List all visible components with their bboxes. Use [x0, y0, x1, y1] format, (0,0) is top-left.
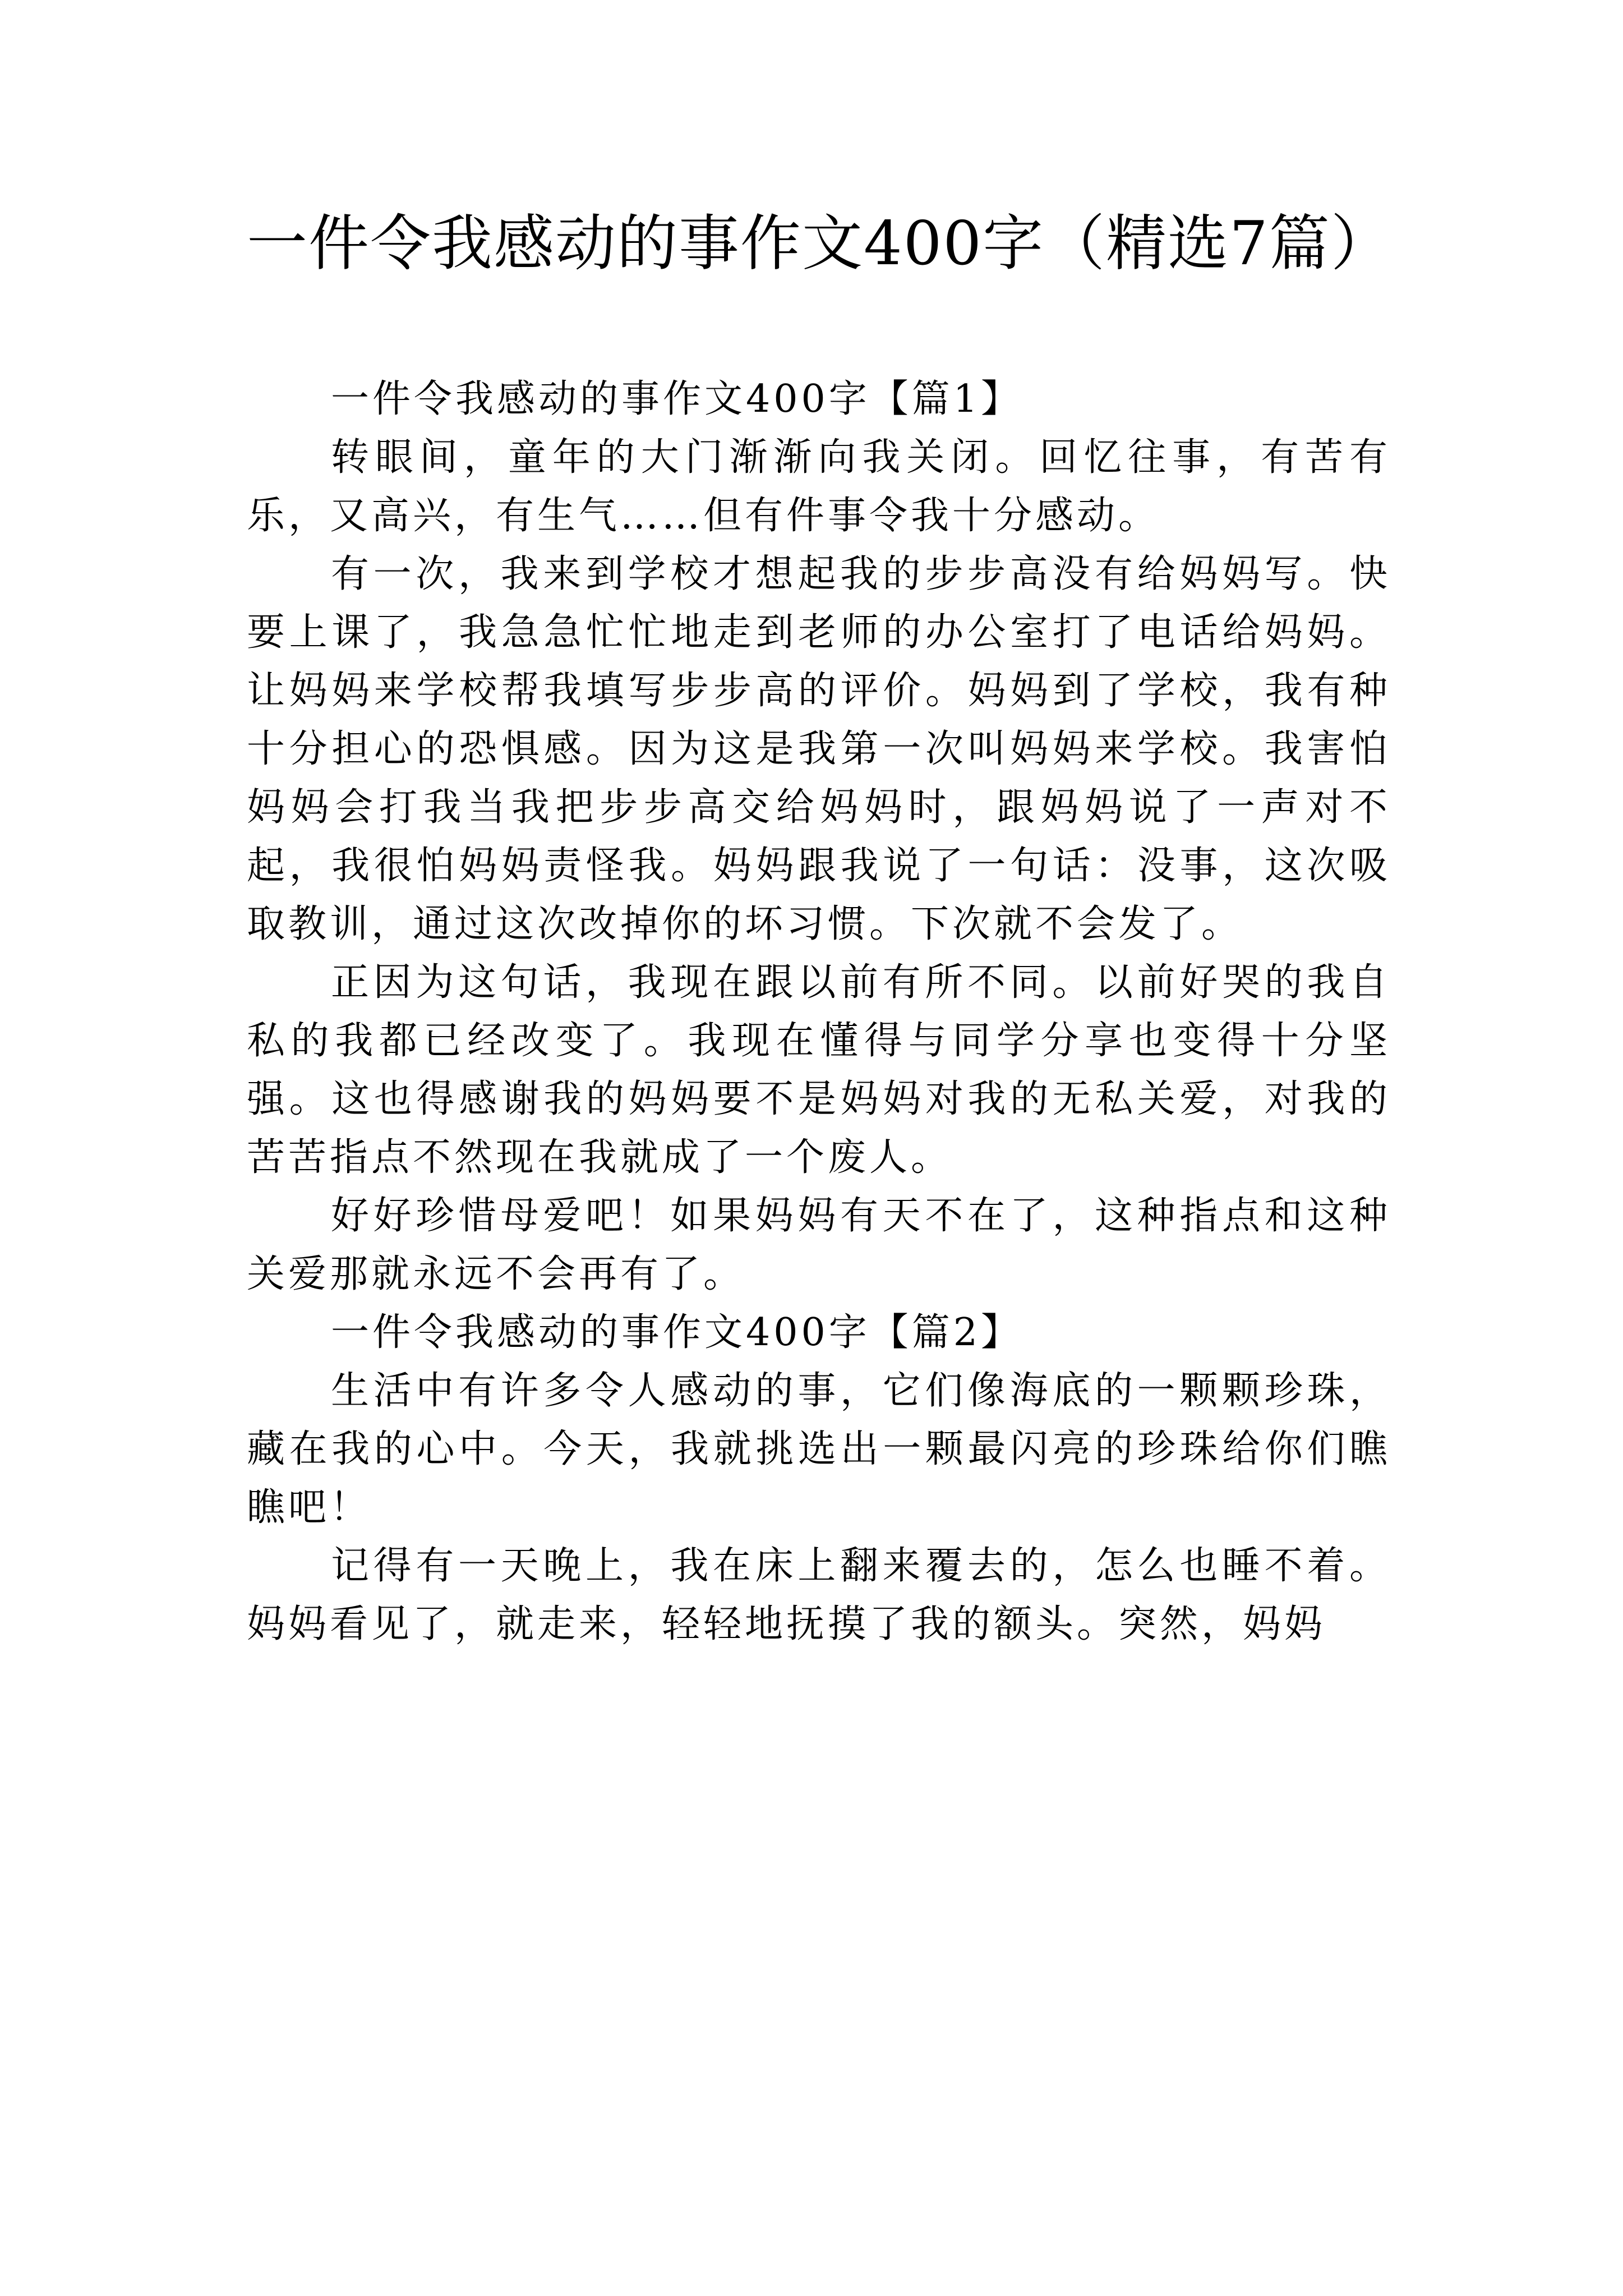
paragraph: 好好珍惜母爱吧！如果妈妈有天不在了，这种指点和这种关爱那就永远不会再有了。 — [247, 1194, 1391, 1296]
article-body — [247, 370, 1391, 1654]
paragraph: 有一次，我来到学校才想起我的步步高没有给妈妈写。快要上课了，我急急忙忙地走到老师的办公室打了电话给妈妈。让妈妈来学校帮我填写步步高的评价。妈妈到了学校，我有种十分担心的恐惧感。因为这是我第一次叫妈妈来学校。我害怕妈妈会打我当我把步步高交给妈妈时，跟妈妈说了一声对不起，我很怕妈妈责怪我。妈妈跟我说了一句话：没事，这次吸取教训，通过这次改掉你的坏习惯。下次就不会发了。 — [247, 552, 1391, 946]
page-title: 一件令我感动的事作文400字（精选7篇） — [247, 209, 1393, 279]
paragraph: 记得有一天晚上，我在床上翻来覆去的，怎么也睡不着。妈妈看见了，就走来，轻轻地抚摸了我的额头。突然，妈妈 — [247, 1544, 1391, 1646]
paragraph: 转眼间，童年的大门渐渐向我关闭。回忆往事，有苦有乐，又高兴，有生气……但有件事令我十分感动。 — [247, 435, 1391, 538]
section-heading: 一件令我感动的事作文400字【篇2】 — [331, 1310, 1023, 1355]
paragraph: 正因为这句话，我现在跟以前有所不同。以前好哭的我自私的我都已经改变了。我现在懂得与同学分享也变得十分坚强。这也得感谢我的妈妈要不是妈妈对我的无私关爱，对我的苦苦指点不然现在我就成了一个废人。 — [247, 960, 1391, 1180]
paragraph: 生活中有许多令人感动的事，它们像海底的一颗颗珍珠，藏在我的心中。今天，我就挑选出一颗最闪亮的珍珠给你们瞧瞧吧！ — [247, 1369, 1391, 1530]
section-heading: 一件令我感动的事作文400字【篇1】 — [331, 377, 1023, 421]
